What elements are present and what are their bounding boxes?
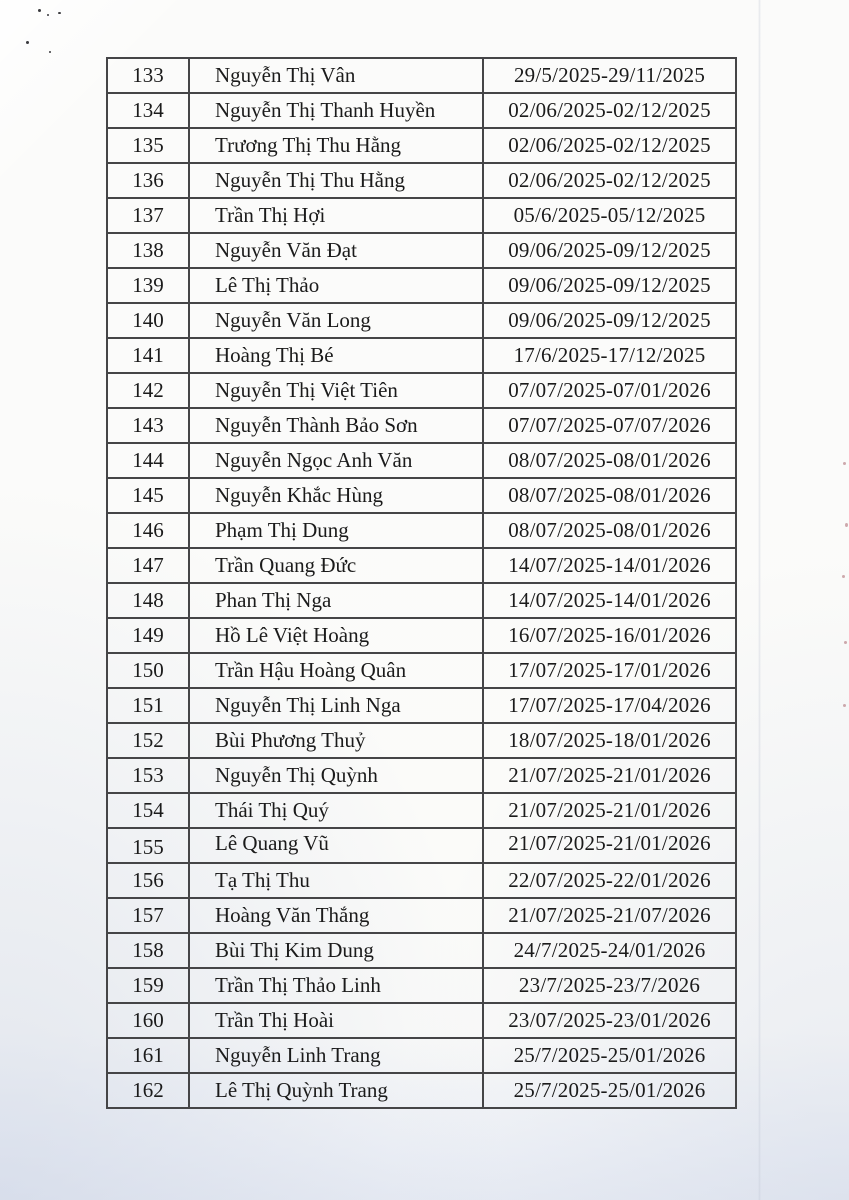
date-range-cell: 09/06/2025-09/12/2025 xyxy=(483,303,736,338)
table-row xyxy=(107,513,736,548)
table-row xyxy=(107,268,736,303)
date-range-cell: 08/07/2025-08/01/2026 xyxy=(483,513,736,548)
row-number-cell: 158 xyxy=(107,933,189,968)
row-number-cell: 152 xyxy=(107,723,189,758)
table-row xyxy=(107,618,736,653)
person-name-cell: Nguyễn Khắc Hùng xyxy=(189,478,483,513)
table-row xyxy=(107,338,736,373)
row-number-cell: 145 xyxy=(107,478,189,513)
table-row xyxy=(107,233,736,268)
scan-crease xyxy=(758,0,761,1200)
row-number-cell: 135 xyxy=(107,128,189,163)
person-name-cell: Nguyễn Thị Quỳnh xyxy=(189,758,483,793)
date-range-cell: 08/07/2025-08/01/2026 xyxy=(483,478,736,513)
row-number-cell: 147 xyxy=(107,548,189,583)
row-number-cell: 141 xyxy=(107,338,189,373)
person-name-cell: Trần Thị Thảo Linh xyxy=(189,968,483,1003)
ink-speck xyxy=(38,9,41,12)
date-range-cell: 17/07/2025-17/04/2026 xyxy=(483,688,736,723)
row-number-cell: 136 xyxy=(107,163,189,198)
person-name-cell: Nguyễn Văn Long xyxy=(189,303,483,338)
row-number-cell: 161 xyxy=(107,1038,189,1073)
row-number-cell: 156 xyxy=(107,863,189,898)
table-row xyxy=(107,198,736,233)
row-number-cell: 139 xyxy=(107,268,189,303)
table-row xyxy=(107,758,736,793)
table-row xyxy=(107,1003,736,1038)
table-row xyxy=(107,163,736,198)
bleed-speck xyxy=(844,641,847,644)
person-name-cell: Thái Thị Quý xyxy=(189,793,483,828)
row-number-cell: 148 xyxy=(107,583,189,618)
ink-speck xyxy=(47,14,49,16)
date-range-cell: 29/5/2025-29/11/2025 xyxy=(483,58,736,93)
row-number-cell: 138 xyxy=(107,233,189,268)
row-number-cell: 160 xyxy=(107,1003,189,1038)
bleed-speck xyxy=(843,462,846,465)
person-name-cell: Hoàng Thị Bé xyxy=(189,338,483,373)
date-range-cell: 16/07/2025-16/01/2026 xyxy=(483,618,736,653)
roster-table xyxy=(106,57,737,1109)
date-range-cell: 14/07/2025-14/01/2026 xyxy=(483,548,736,583)
person-name-cell: Trương Thị Thu Hằng xyxy=(189,128,483,163)
row-number-cell: 134 xyxy=(107,93,189,128)
row-number-cell: 157 xyxy=(107,898,189,933)
bleed-speck xyxy=(845,523,848,527)
row-number-cell: 154 xyxy=(107,793,189,828)
date-range-cell: 09/06/2025-09/12/2025 xyxy=(483,268,736,303)
date-range-cell: 09/06/2025-09/12/2025 xyxy=(483,233,736,268)
table-row xyxy=(107,58,736,93)
date-range-cell: 07/07/2025-07/01/2026 xyxy=(483,373,736,408)
date-range-cell: 14/07/2025-14/01/2026 xyxy=(483,583,736,618)
person-name-cell: Nguyễn Thị Việt Tiên xyxy=(189,373,483,408)
person-name-cell: Nguyễn Thành Bảo Sơn xyxy=(189,408,483,443)
table-row xyxy=(107,128,736,163)
table-row xyxy=(107,653,736,688)
row-number-cell: 146 xyxy=(107,513,189,548)
person-name-cell: Trần Hậu Hoàng Quân xyxy=(189,653,483,688)
person-name-cell: Nguyễn Thị Linh Nga xyxy=(189,688,483,723)
person-name-cell: Tạ Thị Thu xyxy=(189,863,483,898)
row-number-cell: 151 xyxy=(107,688,189,723)
table-row xyxy=(107,583,736,618)
row-number-cell: 149 xyxy=(107,618,189,653)
date-range-cell: 21/07/2025-21/01/2026 xyxy=(483,758,736,793)
row-number-cell: 150 xyxy=(107,653,189,688)
row-number-cell: 162 xyxy=(107,1073,189,1108)
person-name-cell: Trần Quang Đức xyxy=(189,548,483,583)
person-name-cell: Lê Thị Quỳnh Trang xyxy=(189,1073,483,1108)
person-name-cell: Hoàng Văn Thắng xyxy=(189,898,483,933)
row-number-cell: 144 xyxy=(107,443,189,478)
row-number-cell: 143 xyxy=(107,408,189,443)
person-name-cell: Lê Thị Thảo xyxy=(189,268,483,303)
table-row xyxy=(107,373,736,408)
date-range-cell: 23/7/2025-23/7/2026 xyxy=(483,968,736,1003)
person-name-cell: Nguyễn Linh Trang xyxy=(189,1038,483,1073)
ink-speck xyxy=(58,12,61,14)
ink-speck xyxy=(26,41,29,44)
person-name-cell: Phạm Thị Dung xyxy=(189,513,483,548)
person-name-cell: Nguyễn Ngọc Anh Văn xyxy=(189,443,483,478)
table-row xyxy=(107,443,736,478)
person-name-cell: Trần Thị Hoài xyxy=(189,1003,483,1038)
row-number-cell: 159 xyxy=(107,968,189,1003)
person-name-cell: Nguyễn Thị Thanh Huyền xyxy=(189,93,483,128)
row-number-cell: 140 xyxy=(107,303,189,338)
row-number-cell: 133 xyxy=(107,58,189,93)
date-range-cell: 02/06/2025-02/12/2025 xyxy=(483,128,736,163)
bleed-speck xyxy=(843,704,846,707)
table-row xyxy=(107,793,736,828)
table-row xyxy=(107,933,736,968)
table-row xyxy=(107,828,736,863)
date-range-cell: 18/07/2025-18/01/2026 xyxy=(483,723,736,758)
date-range-cell: 17/6/2025-17/12/2025 xyxy=(483,338,736,373)
person-name-cell: Phan Thị Nga xyxy=(189,583,483,618)
person-name-cell: Bùi Thị Kim Dung xyxy=(189,933,483,968)
row-number-cell: 137 xyxy=(107,198,189,233)
person-name-cell: Bùi Phương Thuỷ xyxy=(189,723,483,758)
table-row xyxy=(107,478,736,513)
ink-speck xyxy=(49,51,51,53)
table-row xyxy=(107,1073,736,1108)
date-range-cell: 05/6/2025-05/12/2025 xyxy=(483,198,736,233)
table-row xyxy=(107,548,736,583)
date-range-cell: 02/06/2025-02/12/2025 xyxy=(483,93,736,128)
date-range-cell: 02/06/2025-02/12/2025 xyxy=(483,163,736,198)
date-range-cell: 17/07/2025-17/01/2026 xyxy=(483,653,736,688)
table-row xyxy=(107,863,736,898)
table-row xyxy=(107,93,736,128)
table-row xyxy=(107,898,736,933)
roster-table-body xyxy=(107,58,736,1108)
date-range-cell: 25/7/2025-25/01/2026 xyxy=(483,1073,736,1108)
table-row xyxy=(107,723,736,758)
row-number-cell: 153 xyxy=(107,758,189,793)
person-name-cell: Lê Quang Vũ xyxy=(189,828,483,863)
date-range-cell: 24/7/2025-24/01/2026 xyxy=(483,933,736,968)
date-range-cell: 21/07/2025-21/01/2026 xyxy=(483,793,736,828)
person-name-cell: Nguyễn Văn Đạt xyxy=(189,233,483,268)
table-row xyxy=(107,408,736,443)
date-range-cell: 25/7/2025-25/01/2026 xyxy=(483,1038,736,1073)
person-name-cell: Hồ Lê Việt Hoàng xyxy=(189,618,483,653)
person-name-cell: Nguyễn Thị Thu Hằng xyxy=(189,163,483,198)
date-range-cell: 21/07/2025-21/07/2026 xyxy=(483,898,736,933)
date-range-cell: 08/07/2025-08/01/2026 xyxy=(483,443,736,478)
bleed-speck xyxy=(842,575,845,578)
row-number-cell: 155 xyxy=(107,828,189,863)
date-range-cell: 23/07/2025-23/01/2026 xyxy=(483,1003,736,1038)
table-row xyxy=(107,303,736,338)
person-name-cell: Nguyễn Thị Vân xyxy=(189,58,483,93)
date-range-cell: 07/07/2025-07/07/2026 xyxy=(483,408,736,443)
table-row xyxy=(107,1038,736,1073)
person-name-cell: Trần Thị Hợi xyxy=(189,198,483,233)
row-number-cell: 142 xyxy=(107,373,189,408)
table-row xyxy=(107,968,736,1003)
date-range-cell: 21/07/2025-21/01/2026 xyxy=(483,828,736,863)
date-range-cell: 22/07/2025-22/01/2026 xyxy=(483,863,736,898)
table-row xyxy=(107,688,736,723)
